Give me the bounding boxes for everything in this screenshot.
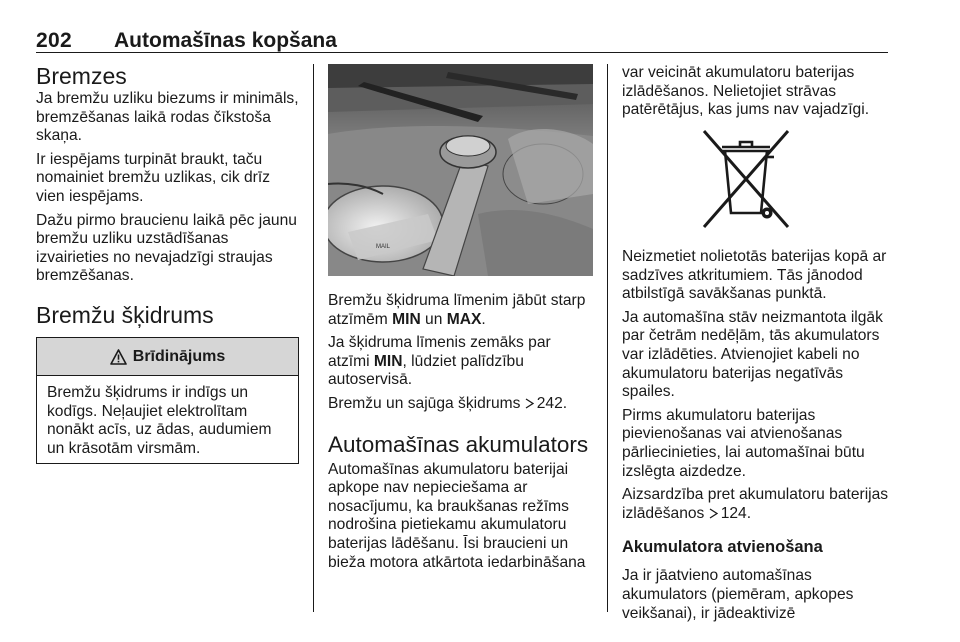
paragraph: Neizmetiet nolietotās baterijas kopā ar sadzīves atkritumiem. Tās jānodod atbilstīgā savākšanas punktā. — [622, 248, 887, 303]
paragraph: Automašīnas akumulatoru baterijai apkope nav nepieciešama ar nosacījumu, ka braukšanas režīms nodrošina pietiekamu akumulatoru baterijas lādēšanu. Īsi braucieni un bieža motora atkārtota iedarbināšana — [328, 460, 586, 571]
crossed-out-wheelie-bin-icon — [700, 127, 792, 233]
paragraph: var veicināt akumulatoru baterijas izlādēšanos. Nelietojiet strāvas patērētājus, kas jums nav vajadzīgi. — [622, 64, 870, 119]
page-title: Automašīnas kopšana — [114, 29, 337, 52]
paragraph: Ja bremžu uzliku biezums ir minimāls, bremzēšanas laikā rodas čīkstoša skaņa. — [36, 90, 299, 145]
warning-triangle-icon — [110, 349, 127, 365]
column-1 — [36, 64, 300, 328]
paragraph: Ir iespējams turpināt braukt, taču nomainiet bremžu uzlikas, cik drīz vien iespējams. — [36, 150, 270, 205]
page-reference-link[interactable]: 124 — [720, 504, 747, 522]
column-divider — [607, 64, 608, 612]
column-divider — [313, 64, 314, 612]
warning-box — [36, 337, 299, 464]
paragraph: Pirms akumulatoru baterijas pievienošanas vai atvienošanas pārliecinieties, lai automašīnai būtu izslēgta aizdedze. — [622, 406, 865, 480]
section-heading-vehicle-battery: Automašīnas akumulators — [328, 431, 589, 457]
paragraph: Ja šķidruma līmenis zemāks par atzīmi MIN, lūdziet palīdzību autoservisā. — [328, 334, 551, 389]
engine-compartment-photo — [328, 64, 593, 276]
page-number: 202 — [36, 29, 72, 52]
section-heading-battery-disconnection: Akumulatora atvienošana — [622, 538, 823, 557]
paragraph: Aizsardzība pret akumulatoru baterijas izlādēšanos 124. — [622, 486, 889, 522]
column-3-continued — [622, 248, 890, 628]
reservoir-label: MAIL — [376, 244, 391, 250]
page-reference-arrow-icon — [525, 398, 534, 409]
paragraph: Dažu pirmo braucienu laikā pēc jaunu bremžu uzliku uzstādīšanas izvairieties no nevajadzīgi straujas bremzēšanas. — [36, 211, 297, 285]
column-3 — [622, 64, 890, 125]
paragraph: Ja automašīna stāv neizmantota ilgāk par četrām nedēļām, tās akumulators var izlādēties. Atvienojiet kabeli no akumulatoru baterijas negatīvās spailes. — [622, 308, 883, 401]
page-header — [36, 29, 888, 53]
page-reference-arrow-icon — [709, 508, 718, 519]
paragraph: Bremžu šķidruma līmenim jābūt starp atzīmēm MIN un MAX. — [328, 292, 586, 328]
column-2 — [328, 292, 594, 577]
paragraph: Ja ir jāatvieno automašīnas akumulators (piemēram, apkopes veikšanai), ir jādeaktivizē — [622, 567, 854, 622]
paragraph: Bremžu un sajūga šķidrums 242. — [328, 394, 568, 412]
section-heading-brakes: Bremzes — [36, 63, 127, 89]
warning-title: Brīdinājums — [132, 347, 226, 365]
section-heading-brake-fluid: Bremžu šķidrums — [36, 301, 214, 328]
page-reference-link[interactable]: 242 — [536, 394, 563, 412]
warning-text: Bremžu šķidrums ir indīgs un kodīgs. Neļaujiet elektrolītam nonākt acīs, uz ādas, audumiem un krāsotām virsmām. — [47, 384, 272, 457]
warning-header — [37, 338, 298, 376]
